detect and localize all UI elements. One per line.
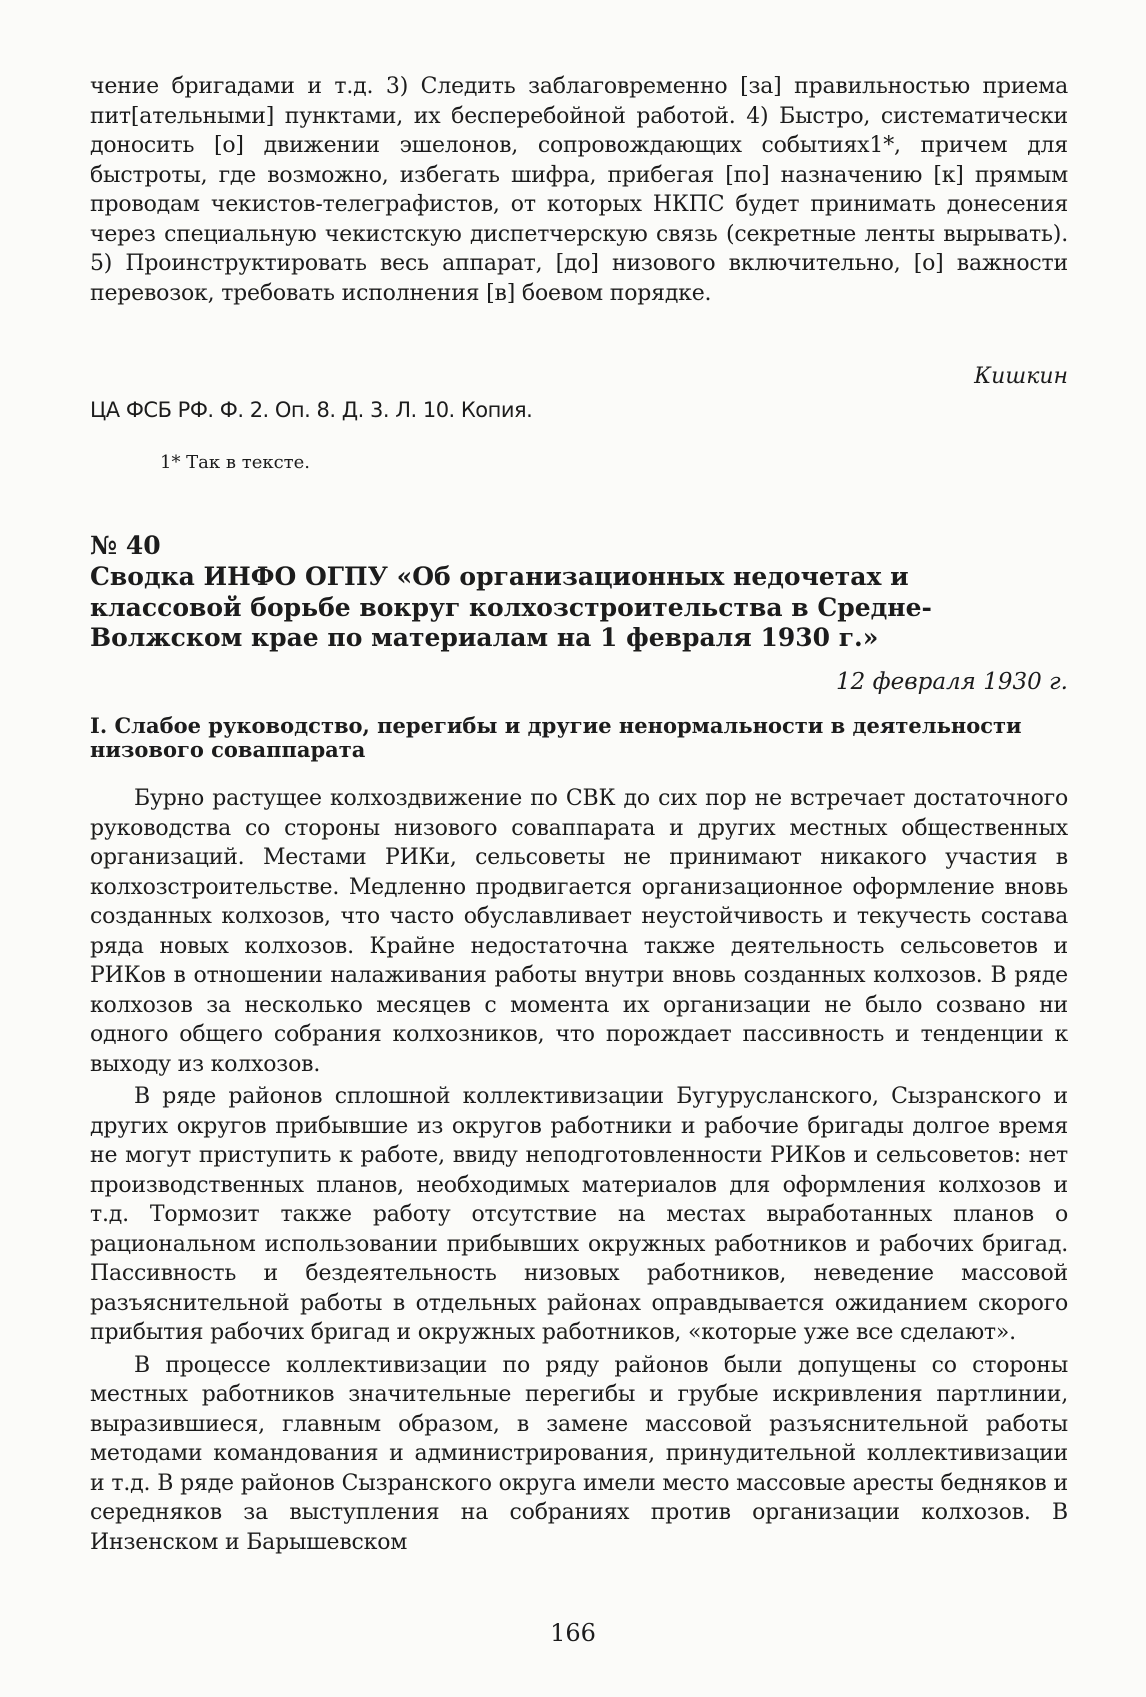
date-block (90, 667, 1068, 697)
top-paragraph: чение бригадами и т.д. 3) Следить заблаговременно [за] правильностью приема пит[ательными] пунктами, их бесперебойной работой. 4) Быстро, систематически доносить [о] движении эшелонов, сопровождающих событиях1*, причем для быстроты, где возможно, избегать шифра, прибегая [по] назначению [к] прямым проводам чекистов-телеграфистов, от которых НКПС будет принимать донесения через специальную чекистскую диспетчерскую связь (секретные ленты вырывать). 5) Проинструктировать весь аппарат, [до] низового включительно, [о] важности перевозок, требовать исполнения [в] боевом порядке. (90, 74, 1068, 306)
archive-block (90, 396, 1068, 425)
body-paragraph-2: В ряде районов сплошной коллективизации Бугурусланского, Сызранского и других округов прибывшие из округов работники и рабочие бригады долгое время не могут приступить к работе, ввиду неподготовленности РИКов и сельсоветов: нет производственных планов, необходимых материалов для оформления колхозов и т.д. Тормозит также работу отсутствие на местах выработанных планов о рациональном использовании прибывших окружных работников и рабочих бригад. Пассивность и бездеятельность низовых работников, неведение массовой разъяснительной работы в отдельных районах оправдывается ожиданием скорого прибытия рабочих бригад и окружных работников, «которые уже все сделают». (90, 1084, 1068, 1345)
signature: Кишкин (974, 364, 1068, 389)
top-block (90, 72, 1068, 308)
document-number: № 40 (90, 531, 161, 560)
document-title: Сводка ИНФО ОГПУ «Об организационных недочетах и классовой борьбе вокруг колхозстроительства в Средне-Волжском крае по материалам на 1 февраля 1930 г.» (90, 562, 932, 652)
footnote: 1* Так в тексте. (160, 452, 311, 473)
signature-block (90, 362, 1068, 391)
body-paragraph-3: В процессе коллективизации по ряду районов были допущены со стороны местных работников значительные перегибы и грубые искривления партлинии, выразившиеся, главным образом, в замене массовой разъяснительной работы методами командования и администрирования, принудительной коллективизации и т.д. В ряде районов Сызранского округа имели место массовые аресты бедняков и середняков за выступления на собраниях против организации колхозов. В Инзенском и Барышевском (90, 1352, 1068, 1555)
footnote-block (90, 450, 1068, 476)
body-text (90, 784, 1068, 1557)
section-heading: I. Слабое руководство, перегибы и другие ненормальности в деятельности низового соваппарата (90, 713, 1022, 762)
archive-reference: ЦА ФСБ РФ. Ф. 2. Оп. 8. Д. 3. Л. 10. Копия. (90, 398, 533, 422)
document-date: 12 февраля 1930 г. (836, 669, 1068, 695)
section-block (90, 714, 1068, 762)
document-header (90, 530, 1068, 654)
page-number: 166 (550, 1619, 596, 1647)
body-paragraph-1: Бурно растущее колхоздвижение по СВК до сих пор не встречает достаточного руководства со стороны низового соваппарата и других местных общественных организаций. Местами РИКи, сельсоветы не принимают никакого участия в колхозстроительстве. Медленно продвигается организационное оформление вновь созданных колхозов, что часто обуславливает неустойчивость и текучесть состава ряда новых колхозов. Крайне недостаточна также деятельность сельсоветов и РИКов в отношении налаживания работы внутри вновь созданных колхозов. В ряде колхозов за несколько месяцев с момента их организации не было созвано ни одного общего собрания колхозников, что порождает пассивность и тенденции к выходу из колхозов. (90, 786, 1068, 1077)
